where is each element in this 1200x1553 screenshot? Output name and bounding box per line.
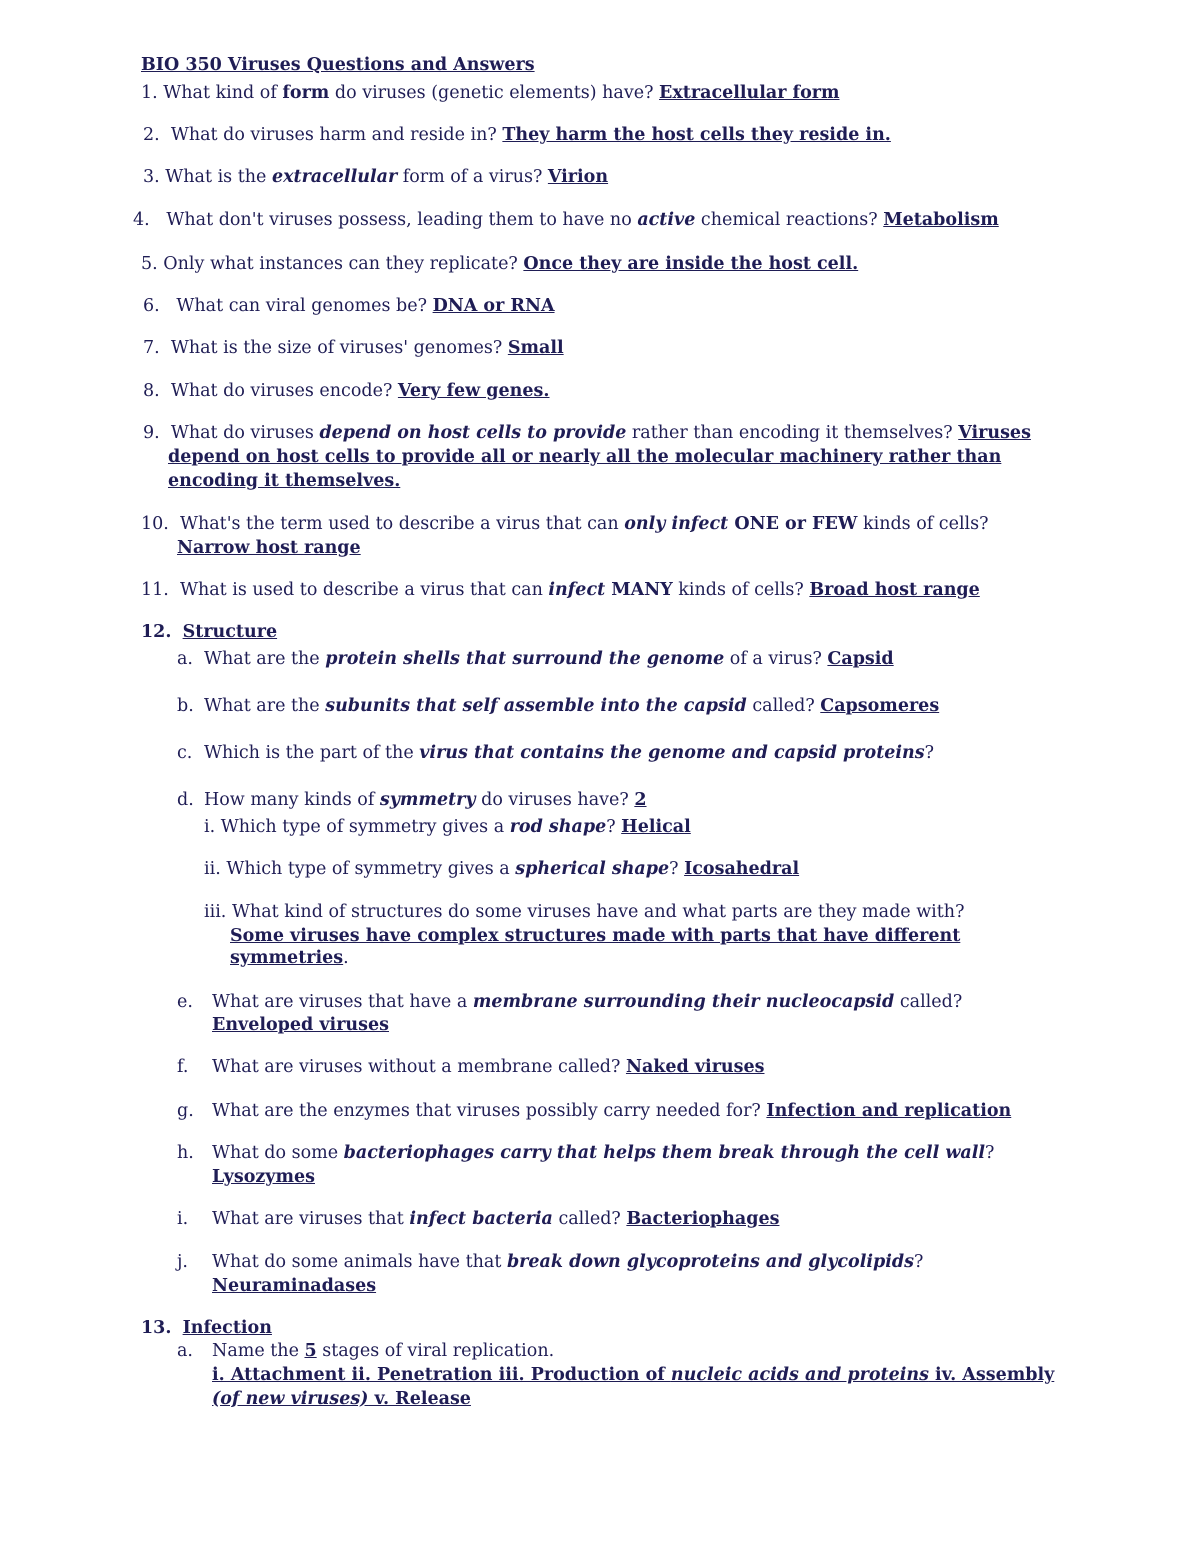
answer: iv. Assembly [928, 1365, 1055, 1385]
answer: 5 [304, 1341, 317, 1361]
question-text: What is the size of viruses' genomes? [170, 338, 508, 358]
question-number: 8. [143, 381, 160, 401]
question-text: ? [985, 1143, 995, 1163]
answer: symmetries [230, 948, 344, 968]
question-text: ? [913, 1252, 924, 1272]
question-12h [177, 1142, 994, 1164]
question-text: ? [924, 743, 935, 763]
question-1 [141, 82, 840, 104]
emphasis: break down glycoproteins and glycolipids [506, 1252, 914, 1272]
document-title: BIO 350 Viruses Questions and Answers [141, 55, 535, 75]
answer: DNA or RNA [432, 296, 555, 316]
question-text: What don't viruses possess, leading them to have no [166, 210, 638, 230]
answer: Small [507, 338, 564, 358]
question-number: 1. [141, 83, 158, 103]
question-text: What are the [204, 696, 326, 716]
answer: v. Release [368, 1389, 471, 1409]
answer: Capsomeres [820, 696, 940, 716]
answer: Narrow host range [177, 538, 361, 558]
question-9 [143, 422, 1031, 444]
question-letter: c. [177, 743, 193, 763]
answer: Virion [547, 167, 609, 187]
question-letter: e. [177, 992, 193, 1012]
question-letter: b. [177, 696, 194, 716]
question-number: 6. [143, 296, 160, 316]
question-text: What's the term used to describe a virus that can [179, 514, 625, 534]
question-13a [177, 1340, 554, 1362]
question-6 [143, 295, 555, 317]
question-12c [177, 742, 934, 764]
question-text: What are the [204, 649, 326, 669]
emphasis: rod shape [509, 817, 607, 837]
emphasis-caps: ONE or FEW [728, 514, 858, 534]
answer: Icosahedral [684, 859, 800, 879]
question-text: Which type of symmetry gives a [226, 859, 516, 879]
question-text: do viruses have? [475, 790, 635, 810]
answer: Some viruses have complex structures made with parts that have different [230, 926, 961, 946]
section-13-heading [141, 1317, 272, 1339]
emphasis: bacteriophages carry that helps them break through the cell wall [343, 1143, 986, 1163]
question-text: What are the enzymes that viruses possibly carry needed for? [212, 1101, 767, 1121]
question-text: What are viruses without a membrane called? [212, 1057, 626, 1077]
question-12d [177, 789, 647, 811]
question-text: kinds of cells? [857, 514, 989, 534]
question-text: called? [552, 1209, 627, 1229]
question-text: What kind of [163, 83, 283, 103]
question-text: ? [606, 817, 622, 837]
answer: Very few genes. [397, 381, 550, 401]
question-12i [177, 1208, 779, 1230]
question-letter: a. [177, 1341, 193, 1361]
answer-line [212, 1388, 471, 1410]
emphasis: infect bacteria [409, 1209, 553, 1229]
emphasis: symmetry [379, 790, 476, 810]
question-5 [141, 253, 858, 275]
question-letter: h. [177, 1143, 194, 1163]
answer-emphasis: (of new viruses) [212, 1389, 369, 1409]
question-text: Which type of symmetry gives a [220, 817, 510, 837]
question-text: Name the [212, 1341, 305, 1361]
question-text: ? [669, 859, 685, 879]
question-4 [133, 209, 999, 231]
emphasis: infect [548, 580, 606, 600]
question-text: What do viruses encode? [170, 381, 398, 401]
question-letter: j. [177, 1252, 188, 1272]
question-2 [143, 124, 891, 146]
emphasis: membrane surrounding their nucleocapsid [472, 992, 895, 1012]
question-text: Only what instances can they replicate? [163, 254, 524, 274]
answer: Infection and replication [766, 1101, 1012, 1121]
question-text: What do viruses [170, 423, 320, 443]
section-12-heading [141, 621, 277, 643]
question-text: kinds of cells? [672, 580, 810, 600]
answer: Extracellular form [659, 83, 840, 103]
question-text: What can viral genomes be? [176, 296, 433, 316]
answer-continuation [230, 947, 349, 969]
emphasis: extracellular [271, 167, 398, 187]
emphasis: subunits that self assemble into the capsid [325, 696, 747, 716]
question-12d-ii [204, 858, 799, 880]
question-text: What do viruses harm and reside in? [170, 125, 503, 145]
answer: i. Attachment ii. Penetration iii. Production of [212, 1365, 671, 1385]
section-number: 12. [141, 622, 172, 642]
question-number: 4. [133, 210, 150, 230]
question-text: form of a virus? [397, 167, 548, 187]
question-text: rather than encoding it themselves? [626, 423, 959, 443]
question-number: 2. [143, 125, 160, 145]
question-text: called? [746, 696, 821, 716]
question-text: of a virus? [724, 649, 828, 669]
answer-emphasis: nucleic acids and proteins [670, 1365, 929, 1385]
question-roman: i. [204, 817, 216, 837]
emphasis: only infect [624, 514, 729, 534]
answer: Viruses [958, 423, 1031, 443]
emphasis: spherical shape [515, 859, 670, 879]
question-text: What is the [165, 167, 272, 187]
emphasis: active [637, 210, 696, 230]
question-letter: g. [177, 1101, 194, 1121]
question-roman: ii. [204, 859, 221, 879]
question-3 [143, 166, 608, 188]
question-text: What do some animals have that [212, 1252, 507, 1272]
question-text: What do some [212, 1143, 344, 1163]
answer: Neuraminadases [212, 1276, 377, 1296]
question-text: How many kinds of [204, 790, 380, 810]
section-number: 13. [141, 1318, 172, 1338]
question-12g [177, 1100, 1011, 1122]
question-12f [177, 1056, 764, 1078]
answer: Enveloped viruses [212, 1015, 389, 1035]
question-12j [177, 1251, 923, 1273]
emphasis: protein shells that surround the genome [325, 649, 725, 669]
question-12e [177, 991, 962, 1013]
answer: Naked viruses [625, 1057, 765, 1077]
question-text: do viruses (genetic elements) have? [329, 83, 660, 103]
question-text: called? [894, 992, 963, 1012]
question-letter: f. [177, 1057, 189, 1077]
question-number: 9. [143, 423, 160, 443]
question-7 [143, 337, 564, 359]
answer-continuation: encoding it themselves. [168, 471, 401, 491]
question-text: chemical reactions? [695, 210, 884, 230]
question-text: What are viruses that have a [212, 992, 473, 1012]
answer-continuation: depend on host cells to provide all or nearly all the molecular machinery rather than [168, 447, 1002, 467]
answer: Capsid [827, 649, 894, 669]
emphasis: form [282, 83, 330, 103]
answer: 2 [634, 790, 647, 810]
emphasis: virus that contains the genome and capsid proteins [419, 743, 925, 763]
question-number: 3. [143, 167, 160, 187]
answer: Bacteriophages [626, 1209, 780, 1229]
question-number: 7. [143, 338, 160, 358]
question-12d-iii [204, 901, 964, 923]
question-number: 5. [141, 254, 158, 274]
question-text: Which is the part of the [204, 743, 420, 763]
answer-line [212, 1364, 1054, 1386]
emphasis-caps: MANY [605, 580, 673, 600]
question-number: 11. [141, 580, 169, 600]
answer: Lysozymes [212, 1167, 315, 1187]
answer: Metabolism [883, 210, 999, 230]
question-text: What kind of structures do some viruses have and what parts are they made with? [231, 902, 965, 922]
question-roman: iii. [204, 902, 227, 922]
question-11 [141, 579, 980, 601]
question-12d-i [204, 816, 691, 838]
emphasis: depend on host cells to provide [319, 423, 627, 443]
question-number: 10. [141, 514, 169, 534]
section-title: Infection [182, 1318, 272, 1338]
answer: They harm the host cells they reside in. [502, 125, 891, 145]
punctuation: . [343, 948, 349, 968]
question-letter: i. [177, 1209, 189, 1229]
question-text: What is used to describe a virus that can [179, 580, 549, 600]
question-10 [141, 513, 989, 535]
question-12a [177, 648, 894, 670]
question-text: stages of viral replication. [316, 1341, 555, 1361]
answer: Broad host range [809, 580, 980, 600]
question-letter: d. [177, 790, 194, 810]
question-text: What are viruses that [212, 1209, 410, 1229]
answer: Helical [621, 817, 691, 837]
question-8 [143, 380, 550, 402]
answer: Once they are inside the host cell. [523, 254, 859, 274]
question-12b [177, 695, 939, 717]
question-letter: a. [177, 649, 193, 669]
section-title: Structure [182, 622, 278, 642]
